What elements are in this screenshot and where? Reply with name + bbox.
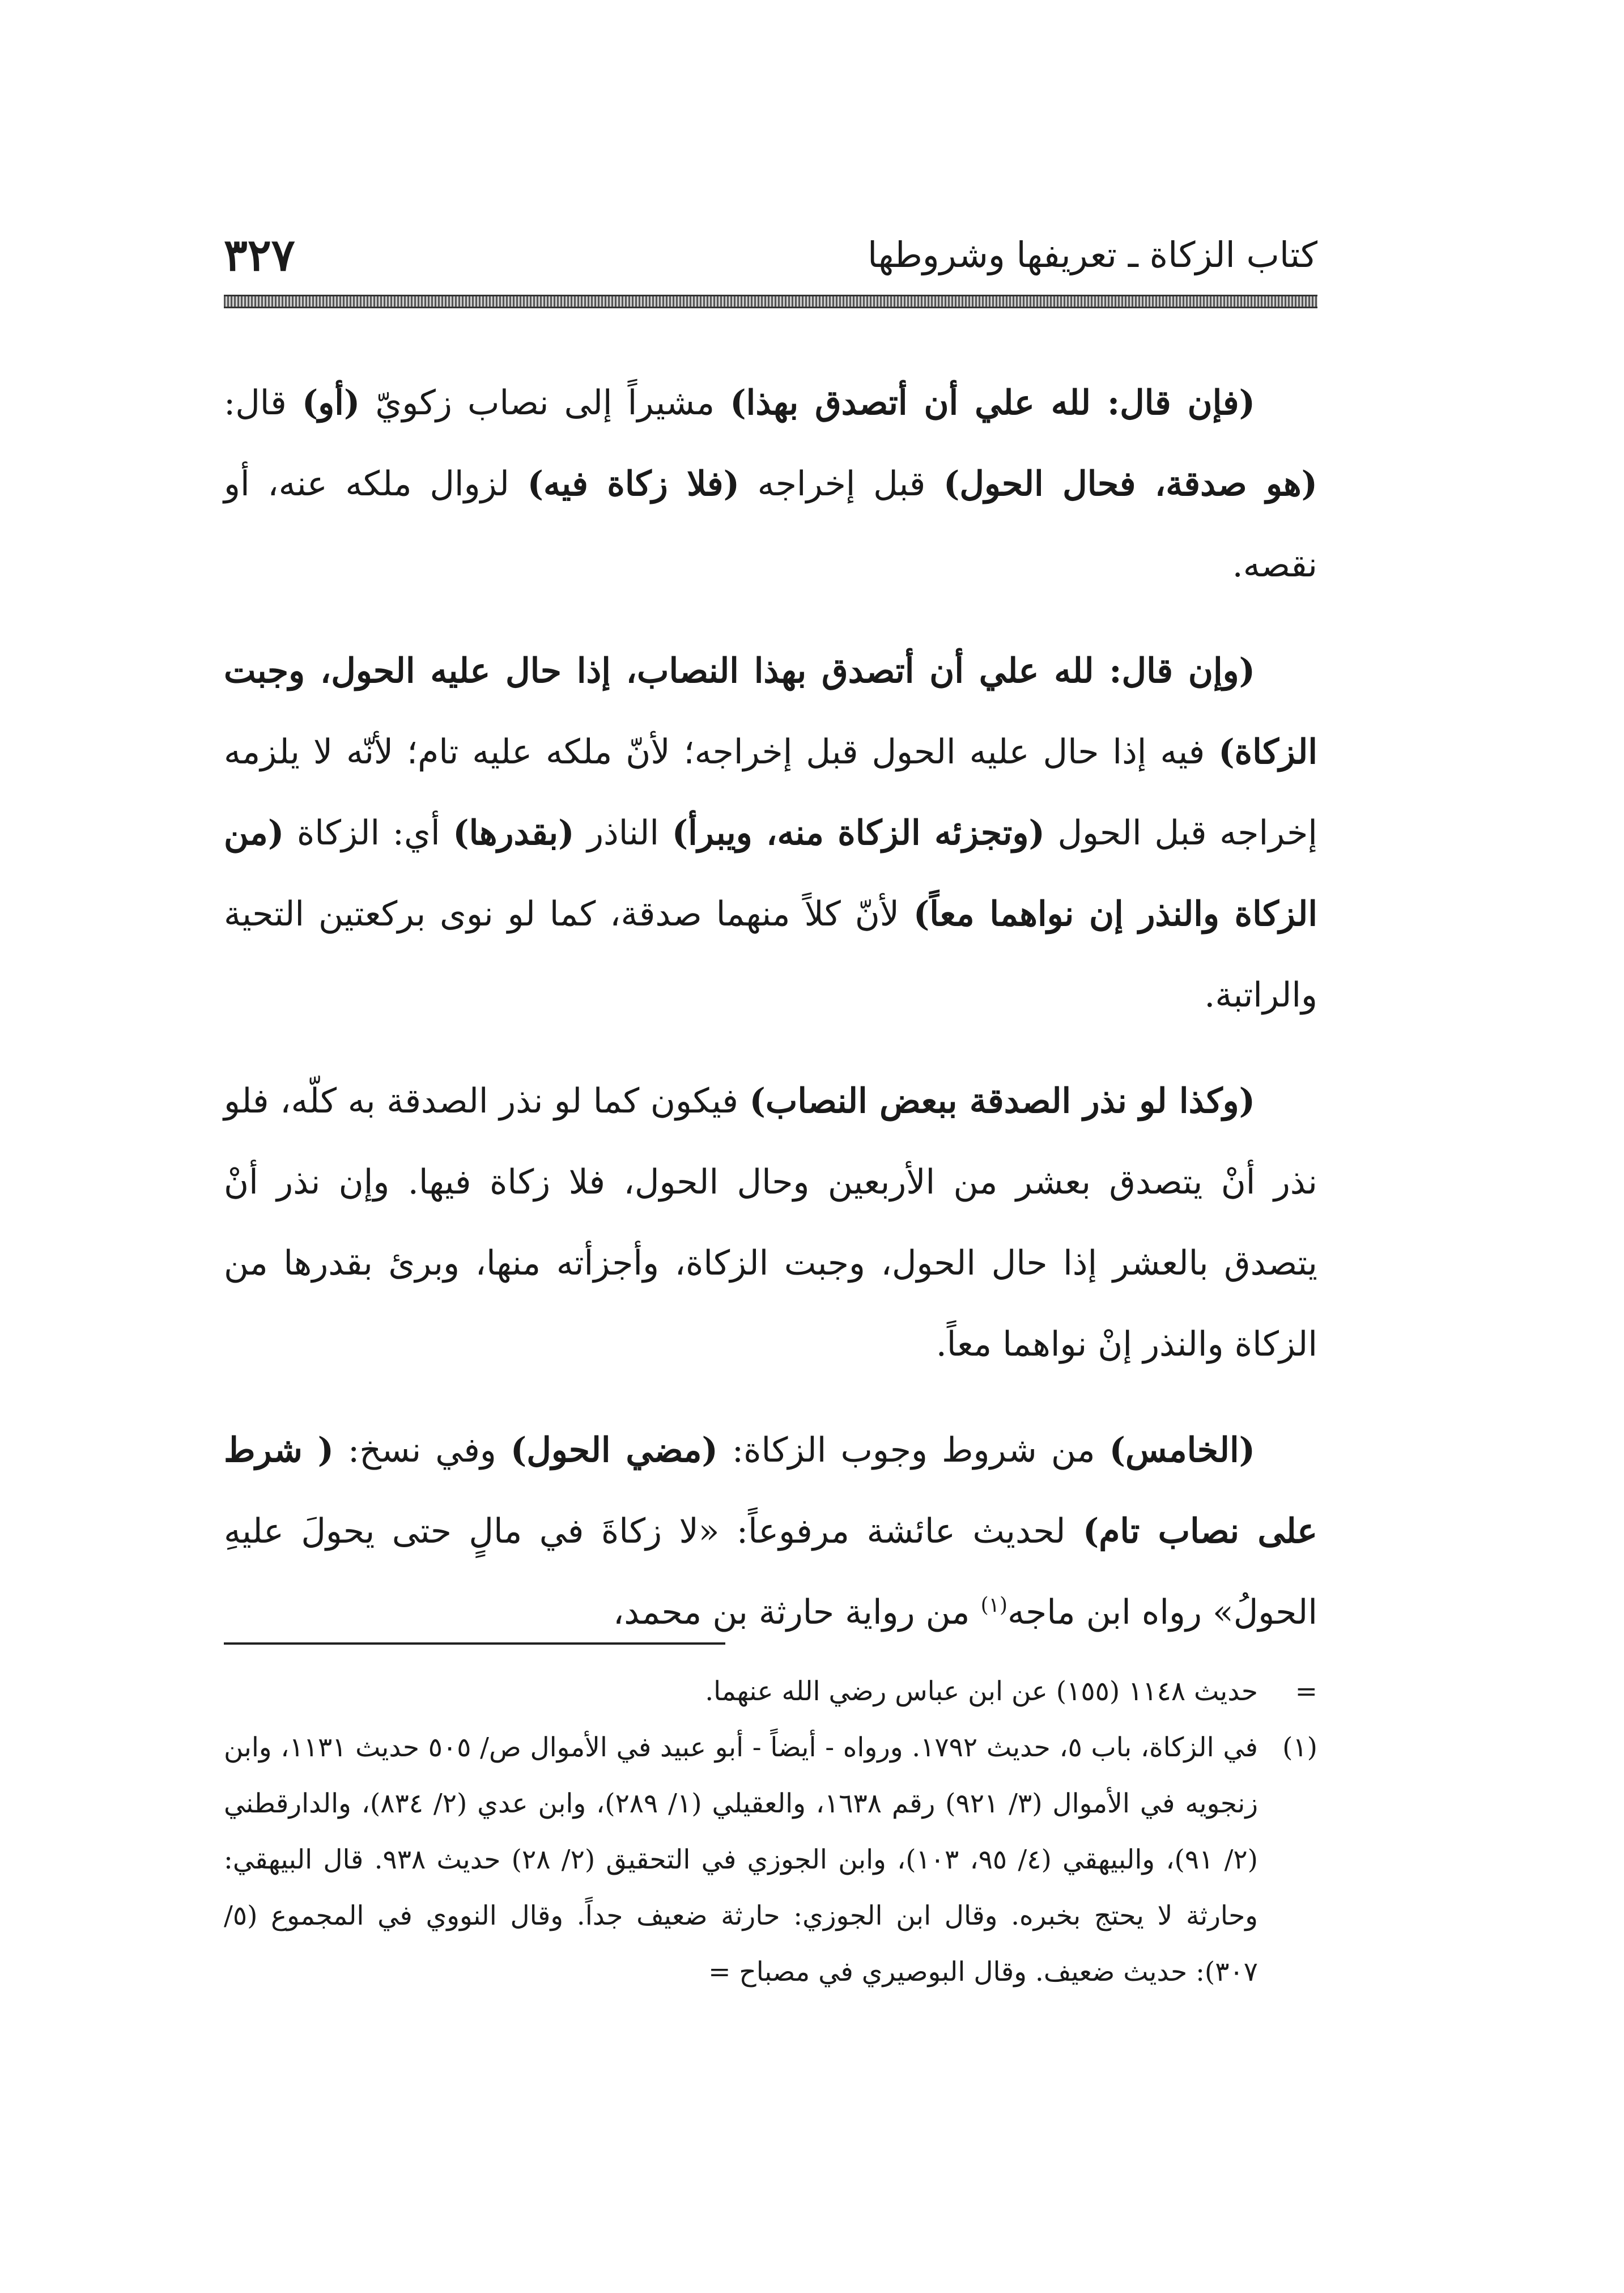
main-text [224, 363, 1317, 1678]
bold-phrase: (وإن قال: لله علي أن أتصدق بهذا النصاب، إذا حال عليه الحول، وجبت الزكاة) [224, 651, 1317, 772]
text-span: مشيراً إلى نصاب زكويّ [360, 383, 730, 423]
text-span: من شروط وجوب الزكاة: [717, 1430, 1109, 1470]
text-span: قال: [224, 383, 302, 423]
text-span: قبل إخراجه [739, 464, 943, 504]
footnote-text: في الزكاة، باب ٥، حديث ١٧٩٢. ورواه - أيضاً - أبو عبيد في الأموال ص/ ٥٠٥ حديث ١١٣١، وابن زنجويه في الأموال (٣/ ٩٢١) رقم ١٦٣٨، والعقيلي (١/ ٢٨٩)، وابن عدي (٢/ ٨٣٤)، والدارقطني (٢/ ٩١)، والبيهقي (٤/ ٩٥، ١٠٣)، وابن الجوزي في التحقيق (٢/ ٢٨) حديث ٩٣٨. قال البيهقي: وحارثة لا يحتج بخبره. وقال ابن الجوزي: حارثة ضعيف جداً. وقال النووي في المجموع (٥/ ٣٠٧): حديث ضعيف. وقال البوصيري في مصباح = [224, 1732, 1259, 1988]
page-number: ٣٢٧ [224, 230, 295, 281]
running-title: كتاب الزكاة ـ تعريفها وشروطها [867, 234, 1317, 275]
header-rule [224, 295, 1317, 308]
footnote-reference[interactable]: (١) [980, 1594, 1008, 1617]
footnote-separator [224, 1642, 725, 1645]
bold-phrase: (الخامس) [1109, 1430, 1255, 1470]
text-span: لزوال ملكه عنه، أو نقصه. [224, 464, 1317, 585]
bold-phrase: (بقدرها) [453, 813, 575, 853]
text-span: أي: الزكاة [284, 813, 453, 853]
text-span: وفي نسخ: [334, 1430, 511, 1470]
bold-phrase: (فلا زكاة فيه) [527, 464, 740, 504]
text-span: لأنّ كلاً منهما صدقة، كما لو نوى بركعتين التحية والراتبة. [224, 894, 1317, 1015]
paragraph-1 [224, 363, 1317, 606]
text-span: لحديث عائشة مرفوعاً: «لا زكاةَ في مالٍ حتى يحولَ عليهِ الحولُ» رواه ابن ماجه [224, 1511, 1317, 1632]
paragraph-3 [224, 1061, 1317, 1385]
bold-phrase: (وتجزئه الزكاة منه، ويبرأ) [671, 813, 1045, 853]
bold-phrase: (مضي الحول) [510, 1430, 718, 1470]
paragraph-2 [224, 631, 1317, 1036]
text-span: من رواية حارثة بن محمد، [613, 1593, 981, 1632]
bold-phrase: (فإن قال: لله علي أن أتصدق بهذا) [730, 383, 1255, 423]
paragraph-4 [224, 1410, 1317, 1653]
footnote-mark: (١) [1282, 1732, 1317, 1763]
text-span: فيكون كما لو نذر الصدقة به كلّه، فلو نذر أنْ يتصدق بعشر من الأربعين وحال الحول، فلا زكاة فيها. وإن نذر أنْ يتصدق بالعشر إذا حال الحول، وجبت الزكاة، وأجزأته منها، وبرئ بقدرها من الزكاة والنذر إنْ نواهما معاً. [224, 1081, 1317, 1364]
footnote-1 [224, 1719, 1317, 2000]
bold-phrase: (أو) [301, 383, 360, 423]
book-page [224, 0, 1317, 2293]
page-header [224, 224, 1317, 292]
text-span: فيه إذا حال عليه الحول قبل إخراجه؛ لأنّ ملكه عليه تام؛ لأنّه لا يلزمه إخراجه قبل الحول [224, 732, 1317, 853]
bold-phrase: (من الزكاة والنذر إن نواهما معاً) [224, 813, 1317, 934]
text-span: الناذر [574, 813, 672, 853]
footnote-continuation [224, 1663, 1317, 1719]
bold-phrase: ( شرط على نصاب تام) [224, 1430, 1317, 1551]
bold-phrase: (وكذا لو نذر الصدقة ببعض النصاب) [749, 1081, 1255, 1121]
footnote-mark: = [1295, 1676, 1317, 1707]
bold-phrase: (هو صدقة، فحال الحول) [943, 464, 1318, 504]
footnotes [224, 1663, 1317, 2000]
footnote-text: حديث ١١٤٨ (١٥٥) عن ابن عباس رضي الله عنهما. [705, 1676, 1258, 1707]
